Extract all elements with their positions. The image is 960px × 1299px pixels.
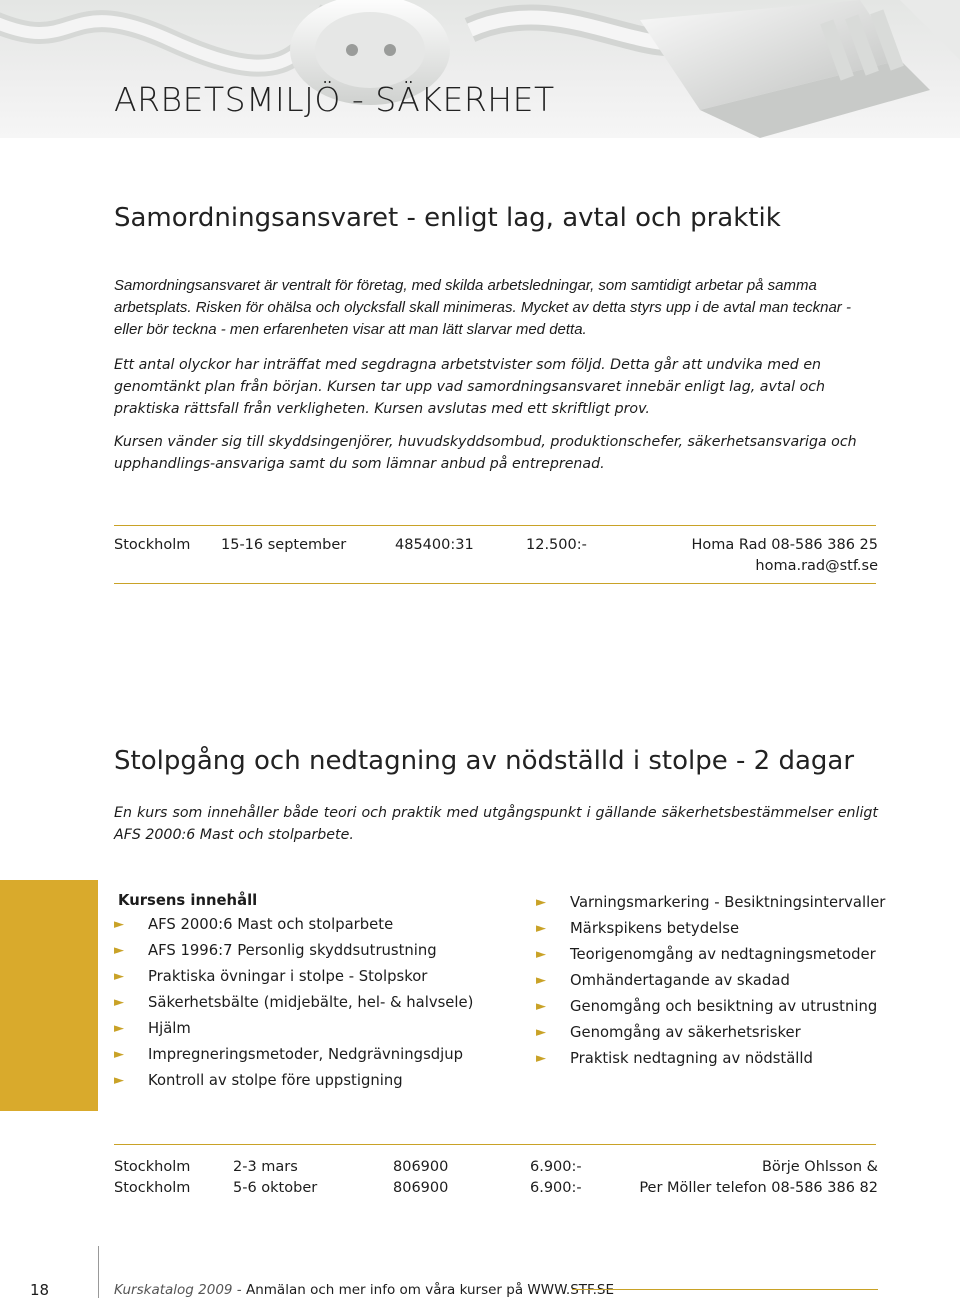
session-code: 485400:31 [395,537,474,553]
bullet-arrow-icon: ► [536,1025,546,1040]
list-item [114,938,473,964]
session-city: Stockholm [114,537,191,553]
course-description [114,275,878,352]
bullet-arrow-icon: ► [536,973,546,988]
list-item [536,890,885,916]
session-row [114,1180,878,1200]
bullet-arrow-icon: ► [114,1073,124,1088]
session-row [114,1159,878,1179]
session-date: 5-6 oktober [233,1180,318,1196]
list-item [536,994,885,1020]
list-item-label: Teorigenomgång av nedtagningsmetoder [570,946,876,963]
course-title: Stolpgång och nedtagning av nödställd i stolpe - 2 dagar [114,746,855,776]
list-item [536,1020,885,1046]
bullet-arrow-icon: ► [536,895,546,910]
session-date: 15-16 september [221,537,347,553]
accent-bar [0,880,98,1111]
audience-paragraph: Kursen vänder sig till skyddsingenjörer, huvudskyddsombud, produktionschefer, säkerhetsansvariga och upphandlings-ansvariga samt du som lämnar anbud på entreprenad. [114,434,857,472]
divider [114,1144,876,1145]
contents-list-left [114,890,473,1094]
bullet-arrow-icon: ► [114,969,124,984]
list-item-label: Säkerhetsbälte (midjebälte, hel- & halvsele) [148,994,474,1011]
divider [114,583,876,584]
session-city: Stockholm [114,1159,191,1175]
session-date: 2-3 mars [233,1159,298,1175]
list-item-label: Praktiska övningar i stolpe - Stolpskor [148,968,428,985]
list-item [114,990,473,1016]
section-title: ARBETSMILJÖ - SÄKERHET [114,80,555,119]
session-code: 806900 [393,1180,449,1196]
contents-heading: Kursens innehåll [118,892,258,909]
course-title: Samordningsansvaret - enligt lag, avtal och praktik [114,203,781,233]
details-paragraph: Ett antal olyckor har inträffat med segdragna arbetstvister som följd. Detta går att undvika med en genomtänkt plan från början. Kursen tar upp vad samordningsansvaret innebär enligt lag, avtal och praktiska rättsfall från verkligheten. Kursen avslutas med ett skriftligt prov. [114,357,826,417]
footer-divider [98,1246,99,1298]
session-email-row [114,558,878,578]
list-item-label: AFS 1996:7 Personlig skyddsutrustning [148,942,437,959]
list-item-label: AFS 2000:6 Mast och stolparbete [148,916,394,933]
list-item-label: Genomgång av säkerhetsrisker [570,1024,801,1041]
bullet-arrow-icon: ► [536,947,546,962]
list-item [114,1068,473,1094]
bullet-arrow-icon: ► [536,921,546,936]
bullet-arrow-icon: ► [114,1047,124,1062]
contact-email-link[interactable]: homa.rad@stf.se [755,558,878,574]
bullet-arrow-icon: ► [536,999,546,1014]
bullet-arrow-icon: ► [536,1051,546,1066]
session-price: 12.500:- [526,537,587,553]
list-item-label: Praktisk nedtagning av nödställd [570,1050,813,1067]
session-contact: Homa Rad 08-586 386 25 [691,537,878,553]
intro-paragraph: En kurs som innehåller både teori och praktik med utgångspunkt i gällande säkerhetsbestämmelser enligt AFS 2000:6 Mast och stolparbete. [114,805,878,843]
catalog-label: Kurskatalog 2009 - [114,1282,242,1298]
list-item-label: Kontroll av stolpe före uppstigning [148,1072,403,1089]
list-item-label: Varningsmarkering - Besiktningsintervaller [570,894,886,911]
list-item-label: Omhändertagande av skadad [570,972,790,989]
footer-text [114,1282,614,1298]
bullet-arrow-icon: ► [114,995,124,1010]
list-item-label: Genomgång och besiktning av utrustning [570,998,878,1015]
list-item-label: Märkspikens betydelse [570,920,740,937]
course-description [114,802,878,857]
footer-rule [572,1289,878,1290]
session-price: 6.900:- [530,1159,582,1175]
footer-info-link[interactable]: Anmälan och mer info om våra kurser på WWW.STF.SE [241,1282,614,1298]
divider [114,525,876,526]
bullet-arrow-icon: ► [114,1021,124,1036]
list-item [114,1042,473,1068]
session-row [114,537,878,557]
list-item [536,916,885,942]
session-city: Stockholm [114,1180,191,1196]
list-item-label: Impregneringsmetoder, Nedgrävningsdjup [148,1046,464,1063]
bullet-arrow-icon: ► [114,917,124,932]
session-code: 806900 [393,1159,449,1175]
list-item [114,1016,473,1042]
course-details [114,354,878,486]
list-item [114,912,473,938]
intro-paragraph: Samordningsansvaret är ventralt för företag, med skilda arbetsledningar, som samtidigt arbetar på samma arbetsplats. Risken för ohälsa och olycksfall skall minimeras. Mycket av detta styrs upp i de avtal man tecknar - eller bör teckna - men erfarenheten visar att man lätt slarvar med detta. [114,277,851,338]
list-item-label: Hjälm [148,1020,191,1037]
session-contact: Per Möller telefon 08-586 386 82 [639,1180,878,1196]
session-contact: Börje Ohlsson & [761,1159,878,1175]
bullet-arrow-icon: ► [114,943,124,958]
session-price: 6.900:- [530,1180,582,1196]
list-item [536,968,885,994]
list-item [536,942,885,968]
page-number: 18 [30,1281,50,1299]
header-banner [0,0,960,138]
list-item [536,1046,885,1072]
list-item [114,964,473,990]
contents-list-right [536,890,885,1072]
